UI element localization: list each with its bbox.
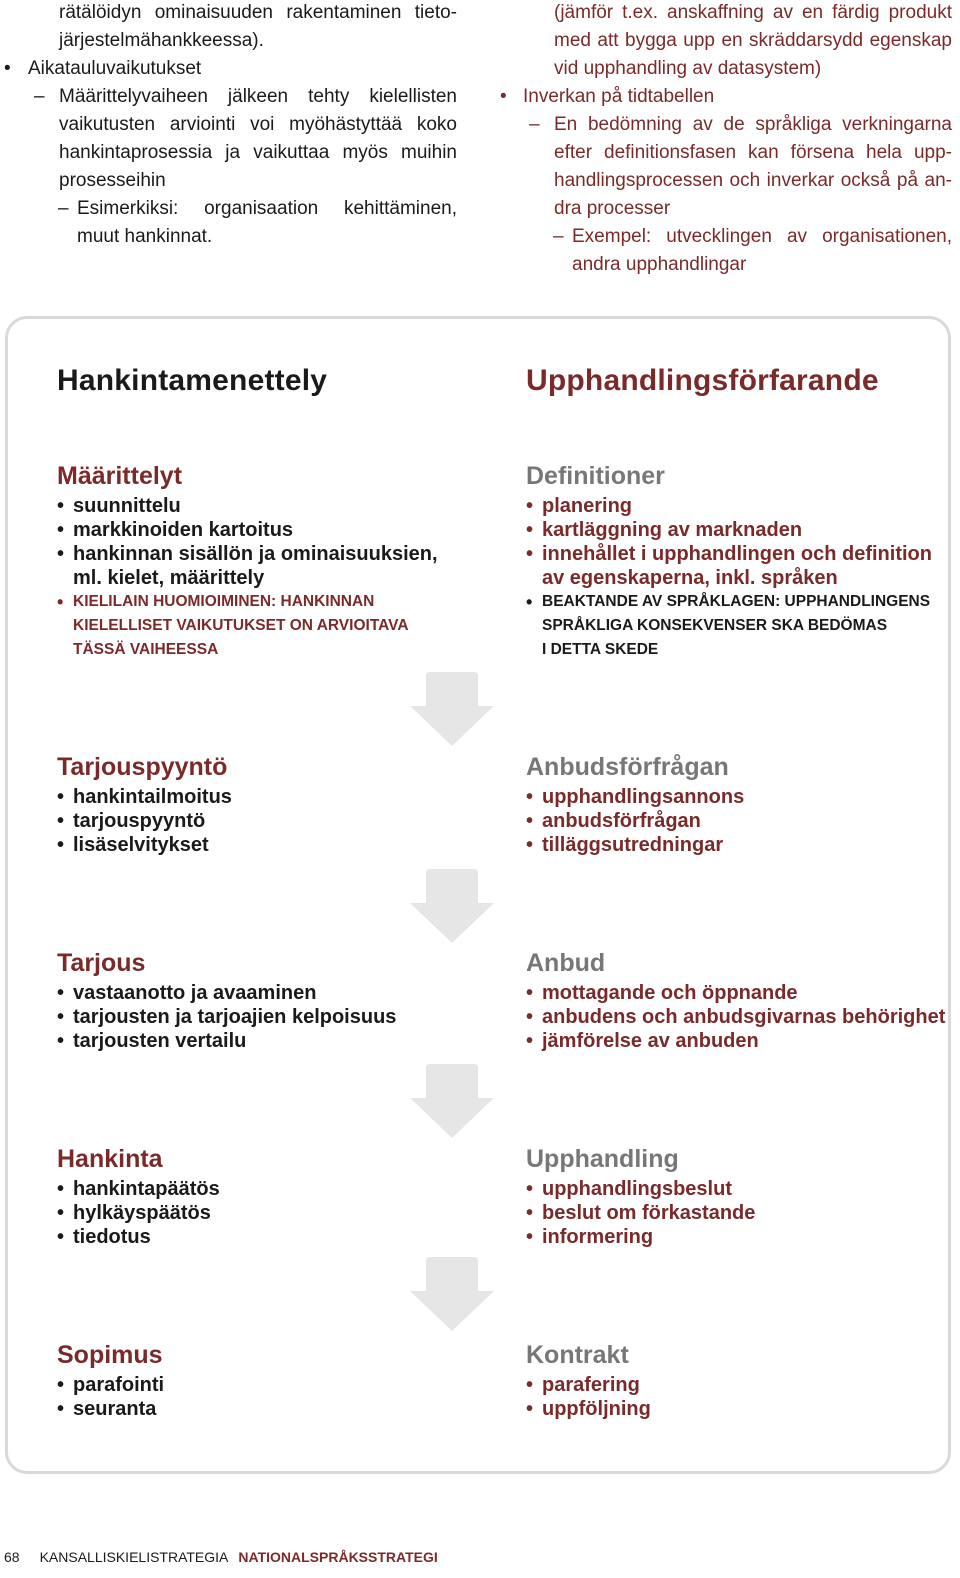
- dash-icon: –: [553, 226, 564, 247]
- bullet-icon: •: [526, 810, 534, 832]
- bullet-icon: •: [57, 592, 64, 612]
- list-item: • informering: [526, 1226, 654, 1248]
- bullet-icon: •: [57, 1226, 65, 1248]
- list-item-continuation: ml. kielet, määrittely: [73, 567, 265, 589]
- bullet-icon: •: [526, 1202, 534, 1224]
- list-item: • tarjousten ja tarjoajien kelpoisuus: [57, 1006, 397, 1028]
- bullet-icon: •: [526, 1226, 534, 1248]
- text-line: Exempel: utvecklingen av organisationen,: [572, 226, 952, 247]
- bullet-icon: •: [57, 1030, 65, 1052]
- stage-upphandling: [526, 1143, 755, 1249]
- stage-title: Hankinta: [57, 1145, 163, 1173]
- dash-icon: –: [34, 86, 45, 107]
- list-item: • kartläggning av marknaden: [526, 519, 803, 541]
- text-line: andra upphandlingar: [572, 254, 747, 275]
- bullet-icon: •: [526, 519, 534, 541]
- stage-sopimus: [57, 1339, 164, 1421]
- stage-title: Definitioner: [526, 462, 665, 490]
- note-caps: • KIELILAIN HUOMIOIMINEN: HANKINNAN: [57, 592, 375, 612]
- down-arrow-icon: [410, 672, 494, 746]
- bullet-icon: •: [526, 1374, 534, 1396]
- bullet-icon: •: [57, 834, 65, 856]
- stage-title: Kontrakt: [526, 1341, 629, 1369]
- bullet-icon: •: [57, 1202, 65, 1224]
- stage-anbud: [526, 947, 945, 1053]
- stage-anbudsforfragan: [526, 751, 744, 857]
- list-item: • anbudsförfrågan: [526, 810, 701, 832]
- footer-title-swedish: NATIONALSPRÅKSSTRATEGI: [238, 1549, 438, 1565]
- note-caps-line: SPRÅKLIGA KONSEKVENSER SKA BEDÖMAS: [542, 617, 888, 634]
- list-item: • upphandlingsbeslut: [526, 1178, 732, 1200]
- text-line: muut hankinnat.: [77, 226, 213, 247]
- note-caps-line: TÄSSÄ VAIHEESSA: [73, 641, 219, 658]
- stage-tarjouspyynto: [57, 751, 232, 857]
- bullet-icon: •: [526, 1006, 534, 1028]
- dash-icon: –: [529, 114, 540, 135]
- text-line: Esimerkiksi: organisaation kehittäminen,: [77, 198, 457, 219]
- bullet-icon: •: [57, 810, 65, 832]
- bullet-icon: •: [526, 592, 533, 612]
- stage-tarjous: [57, 947, 396, 1053]
- text-line: prosesseihin: [59, 170, 166, 191]
- list-item: • hankintailmoitus: [57, 786, 232, 808]
- list-item: • planering: [526, 495, 633, 517]
- stage-title: Anbud: [526, 949, 606, 977]
- list-item: • hankintapäätös: [57, 1178, 220, 1200]
- page-number: 68: [4, 1549, 20, 1565]
- list-item: • suunnittelu: [57, 495, 181, 517]
- note-caps-line: I DETTA SKEDE: [542, 641, 659, 658]
- bullet-heading: Inverkan på tidtabellen: [523, 86, 715, 107]
- bullet-icon: •: [526, 495, 534, 517]
- text-line: Määrittelyvaiheen jälkeen tehty kielellisten: [59, 86, 457, 107]
- bullet-icon: •: [500, 86, 507, 107]
- bullet-icon: •: [57, 1374, 65, 1396]
- bullet-heading: Aikatauluvaikutukset: [28, 58, 202, 79]
- list-item: • parafointi: [57, 1374, 165, 1396]
- text-line: (jämför t.ex. anskaffning av en färdig produkt: [554, 2, 952, 23]
- bullet-icon: •: [57, 519, 65, 541]
- stage-title: Sopimus: [57, 1341, 163, 1369]
- stage-title: Anbudsförfrågan: [526, 753, 729, 781]
- list-item: • seuranta: [57, 1398, 157, 1420]
- list-item: • mottagande och öppnande: [526, 982, 798, 1004]
- list-item: • markkinoiden kartoitus: [57, 519, 294, 541]
- page-footer: [4, 1549, 438, 1565]
- stage-kontrakt: [526, 1339, 651, 1421]
- list-item: • lisäselvitykset: [57, 834, 209, 856]
- stage-maarittelyt: [57, 460, 438, 662]
- list-item: • jämförelse av anbuden: [526, 1030, 759, 1052]
- footer-title-finnish: KANSALLISKIELISTRATEGIA: [39, 1549, 229, 1565]
- list-item: • tarjouspyyntö: [57, 810, 206, 832]
- down-arrow-icon: [410, 869, 494, 943]
- list-item: • anbudens och anbudsgivarnas behörighet: [526, 1006, 946, 1028]
- list-item: • upphandlingsannons: [526, 786, 745, 808]
- stage-title: Määrittelyt: [57, 462, 183, 490]
- list-item: • tiedotus: [57, 1226, 151, 1248]
- list-item: • tarjousten vertailu: [57, 1030, 247, 1052]
- panel-heading-finnish: Hankintamenettely: [57, 364, 328, 397]
- text-line: En bedömning av de språkliga verkningarna: [554, 114, 952, 135]
- text-line: hankintaprosessia ja vaikuttaa myös muihin: [59, 142, 457, 163]
- text-line: med att bygga upp en skräddarsydd egenskap: [554, 30, 952, 51]
- list-item: • hankinnan sisällön ja ominaisuuksien,: [57, 543, 438, 565]
- list-item: • innehållet i upphandlingen och definition: [526, 543, 932, 565]
- bullet-icon: •: [57, 495, 65, 517]
- stage-title: Tarjouspyyntö: [57, 753, 228, 781]
- note-caps-line: KIELELLISET VAIKUTUKSET ON ARVIOITAVA: [73, 617, 409, 634]
- bullet-icon: •: [526, 1030, 534, 1052]
- list-item: • uppföljning: [526, 1398, 651, 1420]
- bullet-icon: •: [57, 1398, 65, 1420]
- bullet-icon: •: [57, 1006, 65, 1028]
- bullet-icon: •: [57, 982, 65, 1004]
- text-line: vaikutusten arviointi voi myöhästyttää koko: [59, 114, 457, 135]
- stage-definitioner: [526, 460, 932, 662]
- list-item: • tilläggsutredningar: [526, 834, 724, 856]
- bullet-icon: •: [526, 834, 534, 856]
- text-line: handlingsprocessen och inverkar också på an-: [554, 170, 952, 191]
- down-arrow-icon: [410, 1257, 494, 1331]
- bullet-icon: •: [4, 58, 11, 79]
- down-arrow-icon: [410, 1064, 494, 1138]
- dash-icon: –: [58, 198, 69, 219]
- list-item: • hylkäyspäätös: [57, 1202, 211, 1224]
- stage-title: Tarjous: [57, 949, 146, 977]
- panel-heading-swedish: Upphandlingsförfarande: [526, 364, 879, 397]
- text-line: efter definitionsfasen kan försena hela upp-: [554, 142, 952, 163]
- bullet-icon: •: [57, 1178, 65, 1200]
- bullet-icon: •: [526, 786, 534, 808]
- bullet-icon: •: [526, 1398, 534, 1420]
- list-item-continuation: av egenskaperna, inkl. språken: [542, 567, 838, 589]
- list-item: • vastaanotto ja avaaminen: [57, 982, 317, 1004]
- text-line: järjestelmähankkeessa).: [59, 30, 264, 51]
- bullet-icon: •: [526, 982, 534, 1004]
- list-item: • beslut om förkastande: [526, 1202, 756, 1224]
- bullet-icon: •: [57, 786, 65, 808]
- list-item: • parafering: [526, 1374, 640, 1396]
- text-line: vid upphandling av datasystem): [554, 58, 822, 79]
- bullet-icon: •: [526, 1178, 534, 1200]
- stage-title: Upphandling: [526, 1145, 679, 1173]
- bullet-icon: •: [526, 543, 534, 565]
- stage-hankinta: [57, 1143, 220, 1249]
- note-caps: • BEAKTANDE AV SPRÅKLAGEN: UPPHANDLINGENS: [526, 592, 931, 612]
- text-line: dra processer: [554, 198, 671, 219]
- bullet-icon: •: [57, 543, 65, 565]
- text-line: rätälöidyn ominaisuuden rakentaminen tieto-: [59, 2, 457, 23]
